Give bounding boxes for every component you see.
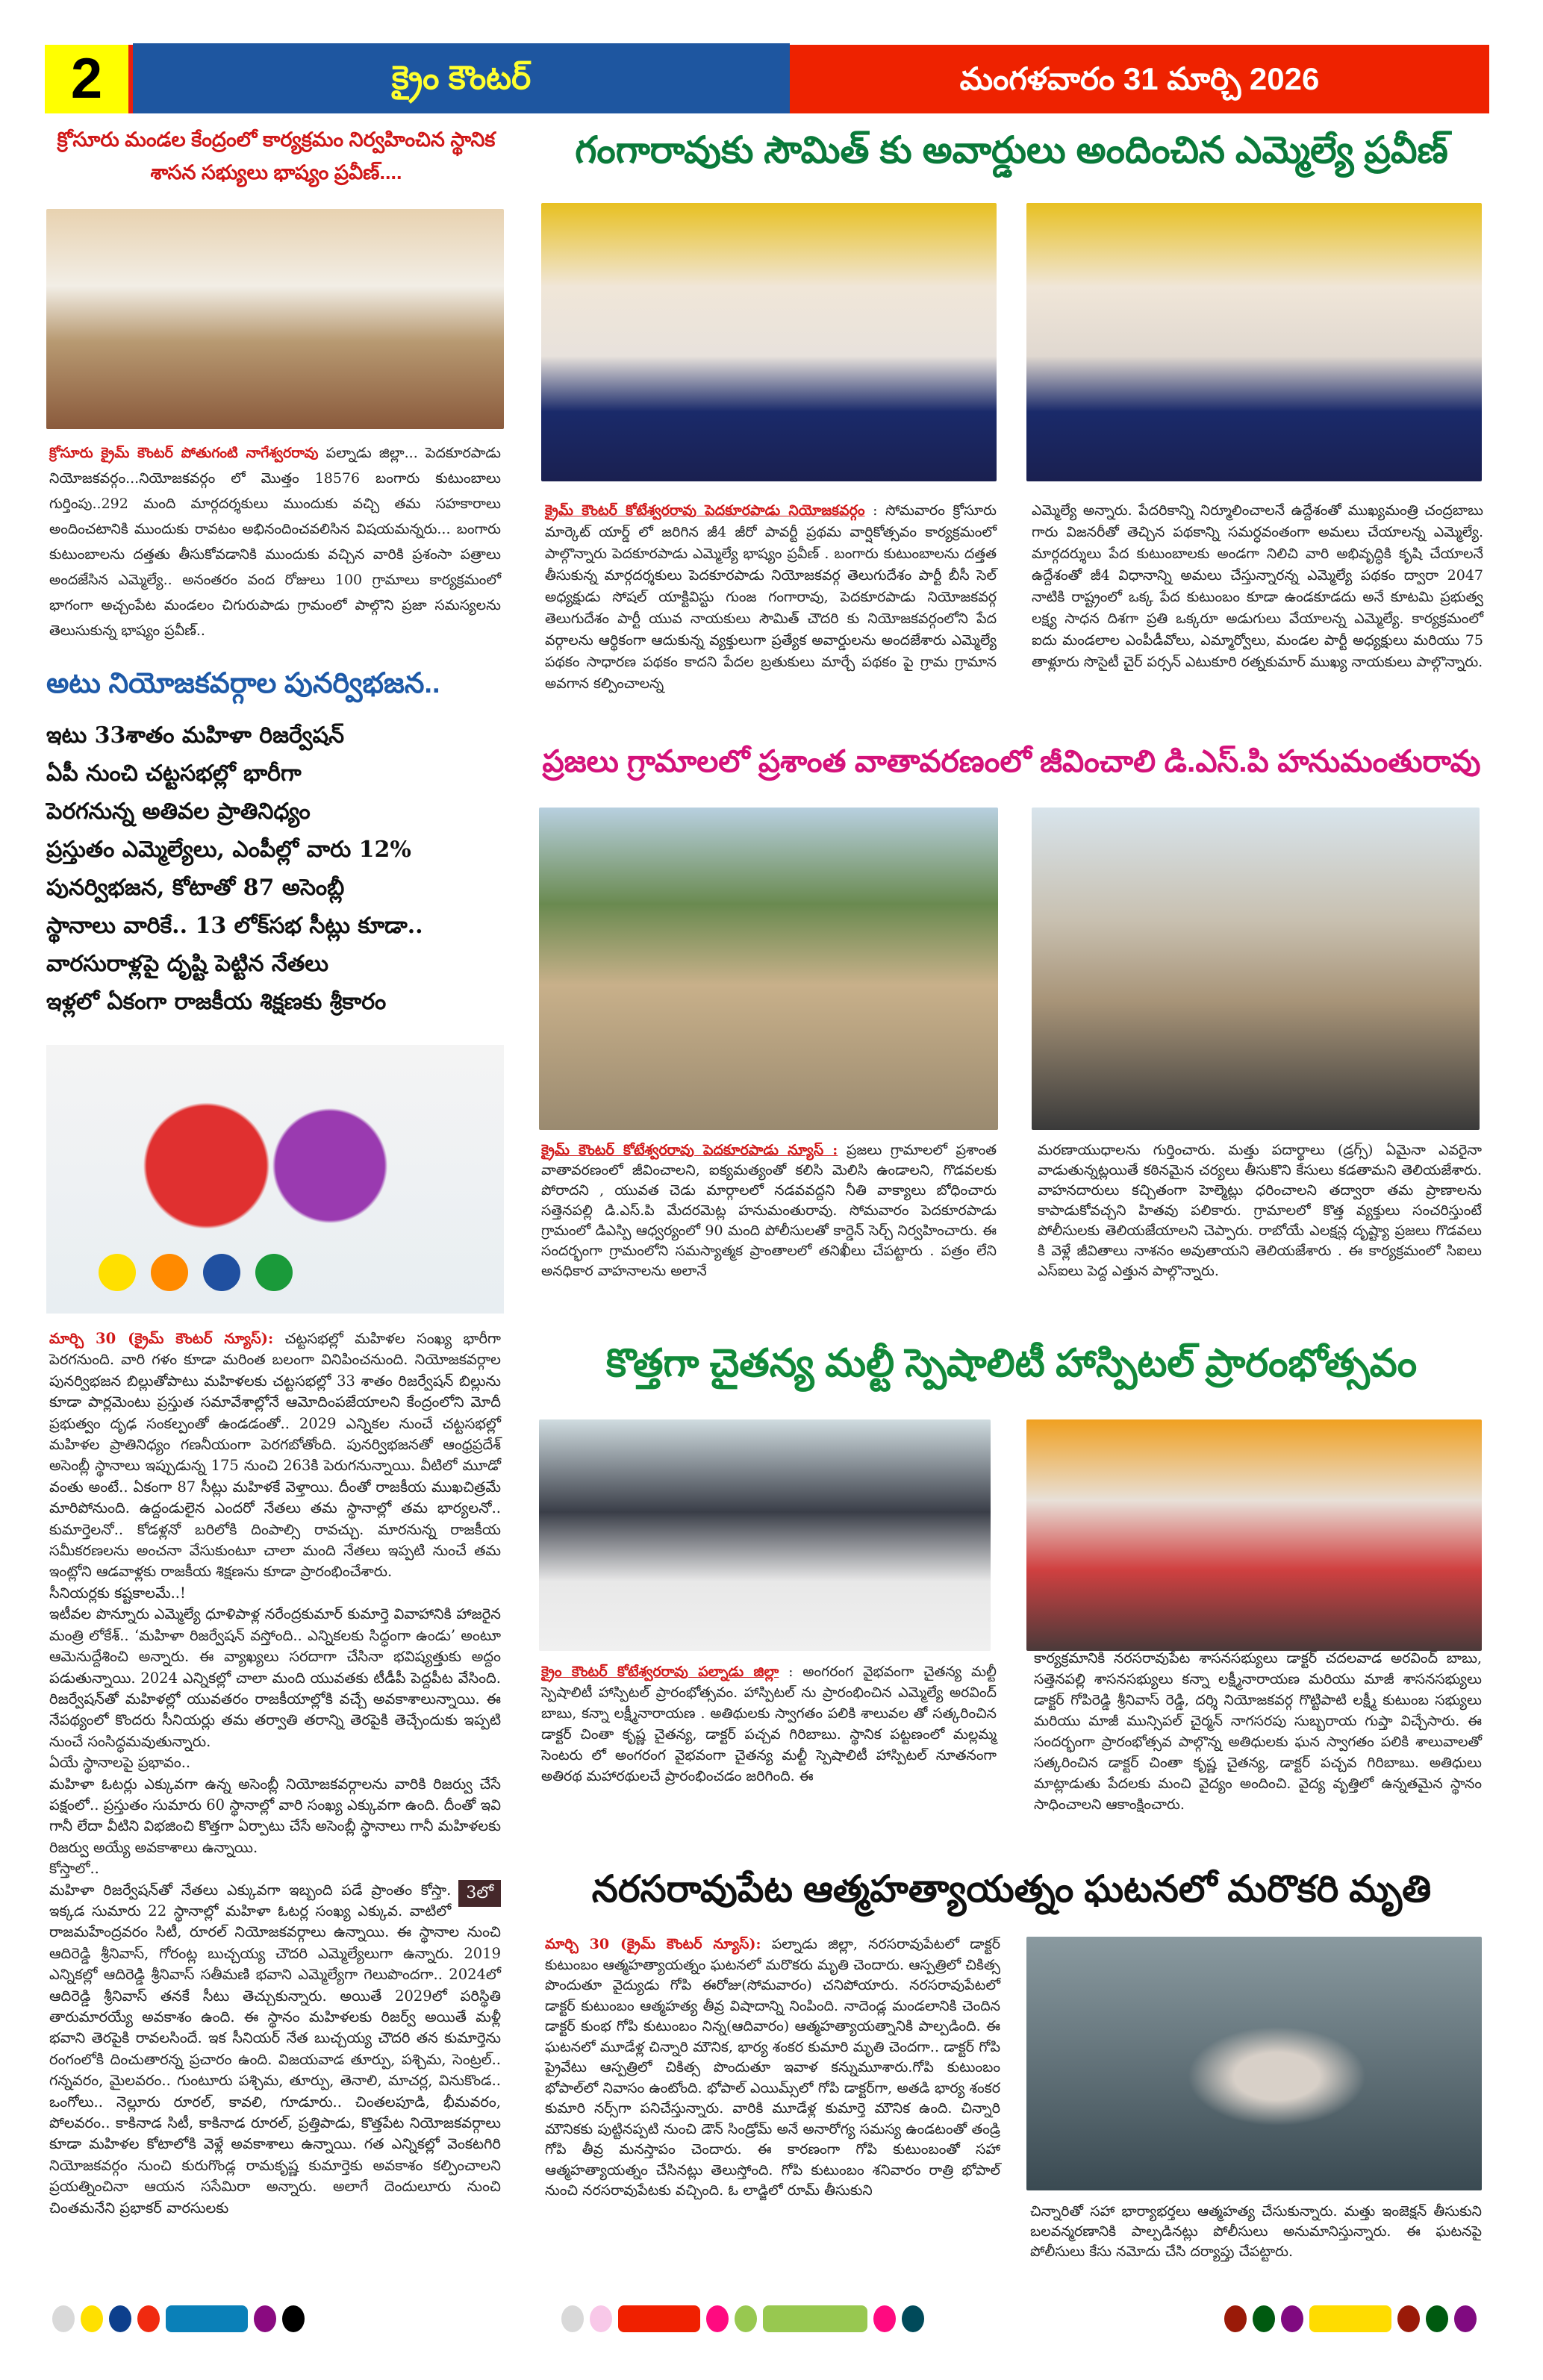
photo-hospital-2 [1026, 1419, 1482, 1651]
footer-colour-bar-middle [561, 2305, 924, 2333]
story-police-body-right: మరణాయుధాలను గుర్తించారు. మత్తు పదార్థాలు (డ్రగ్స్) ఏమైనా ఎవరైనా వాడుతున్నట్లయితే కఠినమైన చర్యలు తీసుకొని కేసులు కడతామని తెలియజేశారు. వాహనదారులు కచ్చితంగా హెల్మెట్లు ధరించాలని తద్వారా తమ ప్రాణాలను కాపాడుకోవచ్చని హితవు పలికారు. గ్రామాలలో కొత్త వ్యక్తులు సంచరిస్తుంటే పోలీసులకు తెలియజేయాలని చెప్పారు. రాబోయే ఎలక్షన్ల దృష్ట్యా ప్రజలు గొడవలు కి వెళ్లే జీవితాలు నాశనం అవుతాయని తెలియజేశారు . ఈ కార్యక్రమంలో సిఐలు ఎస్ఐలు పెద్ద ఎత్తున పాల్గొన్నారు. [1038, 1142, 1482, 1279]
story-awards-body-left: క్రైమ్ కౌంటర్ కోటేశ్వరరావు పెదకూరపాడు నియోజకవర్గం : సోమవారం క్రోసూరు మార్కెట్ యార్డ్ లో జరిగిన జీ4 జీరో పావర్టీ ప్రథమ వార్షికోత్సవం కార్యక్రమంలో పాల్గొన్నారు పెదకూరపాడు ఎమ్మెల్యే భాష్యం ప్రవీణ్ . బంగారు కుటుంబాలను దత్తత తీసుకున్న మార్గదర్శకులు పెదకూరపాడు నియోజకవర్గ తెలుగుదేశం పార్టీ బీసీ సెల్ అధ్యక్షుడు సోషల్ యాక్టివిస్టు గుంజ గంగారావు, పెదకూరపాడు నియోజకవర్గ తెలుగుదేశం పార్టీ యువ నాయకులు సౌమిత్ చౌదరి కు నియోజకవర్గంలోని పేద వర్గాలను ఆర్థికంగా ఆదుకున్న వ్యక్తులుగా ప్రత్యేక అవార్డులను అందజేశారు ఎమ్మెల్యే పథకం సాధారణ పథకం కాదని పేదల బ్రతుకులు మార్చే పథకం పై గ్రామ గ్రామాన అవగాన కల్పించాలన్న [545, 502, 997, 692]
highlight-line: పెరగనున్న అతివల ప్రాతినిధ్యం [46, 799, 311, 825]
highlight-line: పునర్విభజన, కోటాతో 87 అసెంబ్లీ [46, 875, 345, 901]
story-police-body-left: క్రైమ్ కౌంటర్ కోటేశ్వరరావు పెదకూరపాడు న్యూస్ : ప్రజలు గ్రామాలలో ప్రశాంత వాతావరణంలో జీవించాలని, ఐక్యమత్యంతో కలిసి మెలిసి ఉండాలని, గొడవలకు పోరాదని , యువత చెడు మార్గాలలో నడవవద్దని నీతి వాక్యాలు బోధించారు సత్తెనపల్లి డి.ఎస్.పి మేదరమెట్ల హనుమంతురావు. సోమవారం పెదకూరపాడు గ్రామంలో డిఎస్పి ఆధ్వర్యంలో 90 మంది పోలీసులతో కార్డెన్ సెర్చ్ నిర్వహించారు. ఈ సందర్భంగా గ్రామంలోని సమస్యాత్మక ప్రాంతాలలో తనిఖీలు చేపట్టారు . పత్రం లేని అనధికార వాహనాలను అలానే [541, 1142, 997, 1279]
story-delimitation-body: మార్చి 30 (క్రైమ్ కౌంటర్ న్యూస్): చట్టసభల్లో మహిళల సంఖ్య భారీగా పెరగనుంది. వారి గళం కూడా మరింత బలంగా వినిపించనుంది. నియోజకవర్గాల పునర్విభజన బిల్లుతోపాటు మహిళలకు చట్టసభల్లో 33 శాతం రిజర్వేషన్ బిల్లును కూడా పార్లమెంటు ప్రస్తుత సమావేశాల్లోనే ఆమోదింపజేయాలని కేంద్రంలోని మోదీ ప్రభుత్వం దృఢ సంకల్పంతో ఉండడంతో.. 2029 ఎన్నికల నుంచే చట్టసభల్లో మహిళల ప్రాతినిధ్యం గణనీయంగా పెరగబోతోంది. పునర్విభజనతో ఆంధ్రప్రదేశ్ అసెంబ్లీ స్థానాలు ఇప్పుడున్న 175 నుంచి 263కి పెరుగనున్నాయి. వీటిలో మూడో వంతు అంటే.. ఏకంగా 87 సీట్లు మహిళకే వెళ్తాయి. దీంతో రాజకీయ ముఖచిత్రమే మారిపోనుంది. ఉద్దండులైన ఎందరో నేతలు తమ స్థానాల్లో తమ భార్యలనో.. కుమార్తెలనో.. కోడళ్లనో బరిలోకి దింపాల్సి రావచ్చు. మారనున్న రాజకీయ సమీకరణలను అంచనా వేసుకుంటూ చాలా మంది నేతలు ఇప్పటి నుంచే తమ ఇంట్లోని ఆడవాళ్లకు రాజకీయ శిక్షణను కూడా ప్రారంభించేశారు. సీనియర్లకు కష్టకాలమే..! ఇటీవల పొన్నూరు ఎమ్మెల్యే ధూళిపాళ్ల నరేంద్రకుమార్ కుమార్తె వివాహానికి హాజరైన మంత్రి లోకేశ్.. ‘మహిళా రిజర్వేషన్ వస్తోంది.. ఎన్నికలకు సిద్ధంగా ఉండు’ అంటూ ఆమెనుద్దేశించి అన్నారు. ఈ వ్యాఖ్యలు సరదాగా చేసినా భవిష్యత్తుకు అద్దం పడుతున్నాయి. 2024 ఎన్నికల్లో చాలా మంది యువతకు టీడీపీ పెద్దపీట వేసింది. రిజర్వేషన్‌తో మహిళల్లో యువతరం రాజకీయాల్లోకి వచ్చే అవకాశాలున్నాయి. ఈ నేపథ్యంలో కొందరు సీనియర్లు తమ తర్వాతి తరాన్ని తెరపైకి తెచ్చేందుకు ఇప్పటి నుంచే సంసిద్ధమవుతున్నారు. ఏయే స్థానాలపై ప్రభావం.. మహిళా ఓటర్లు ఎక్కువగా ఉన్న అసెంబ్లీ నియోజకవర్గాలను వారికి రిజర్వు చేసే పక్షంలో.. ప్రస్తుతం సుమారు 60 స్థానాల్లో వారి సంఖ్య ఎక్కువగా ఉంది. దీంతో ఇవి గానీ లేదా వీటిని విభజించి కొత్తగా ఏర్పాటు చేసే అసెంబ్లీ స్థానాలు గానీ మహిళలకు రిజర్వు అయ్యే అవకాశాలు ఉన్నాయి. కోస్తాలో.. 3లో మహిళా రిజర్వేషన్‌తో నేతలు ఎక్కువగా ఇబ్బంది పడే ప్రాంతం కోస్తా. ఇక్కడ సుమారు 22 స్థానాల్లో మహిళా ఓటర్ల సంఖ్య ఎక్కువ. వాటిలో రాజమహేంద్రవరం సిటీ, రూరల్ నియోజకవర్గాలు ఉన్నాయి. ఈ స్థానాల నుంచి ఆదిరెడ్డి శ్రీనివాస్, గోరంట్ల బుచ్చయ్య చౌదరి ఎమ్మెల్యేలుగా ఉన్నారు. 2019 ఎన్నికల్లో ఆదిరెడ్డి శ్రీనివాస్ సతీమణి భవాని ఎమ్మెల్యేగా గెలుపొందగా.. 2024లో ఆదిరెడ్డి శ్రీనివాస్ తనకే సీటు తెచ్చుకున్నారు. అయితే 2029లో పరిస్థితి తారుమారయ్యే అవకాశం ఉంది. ఈ స్థానం మహిళలకు రిజర్వ్ అయితే మళ్లీ భవాని తెరపైకి రావలసిందే. ఇక సీనియర్ నేత బుచ్చయ్య చౌదరి తన కుమార్తెను రంగంలోకి దించుతారన్న ప్రచారం ఉంది. విజయవాడ తూర్పు, పశ్చిమ, సెంట్రల్.. గన్నవరం, మైలవరం.. గుంటూరు పశ్చిమ, తూర్పు, తెనాలి, మాచర్ల, వినుకొండ.. ఒంగోలు.. నెల్లూరు రూరల్, కావలి, గూడూరు.. చింతలపూడి, భీమవరం, పోలవరం.. కాకినాడ సిటీ, కాకినాడ రూరల్, ప్రత్తిపాడు, కొత్తపేట నియోజకవర్గాలు కూడా మహిళల కోటాలోకి వెళ్లే అవకాశాలు ఉన్నాయి. గత ఎన్నికల్లో వెంకటగిరి నియోజకవర్గం నుంచి కురుగొండ్ల రామకృష్ణ కుమార్తెకు అవకాశం కల్పించాలని ప్రయత్నించినా ఆయన ససేమిరా అన్నారు. అలాగే దెందులూరు నుంచి చింతమనేని ప్రభాకర్ వారసులకు [49, 1330, 501, 2217]
story-suicide-body-left: మార్చి 30 (క్రైమ్ కౌంటర్ న్యూస్): పల్నాడు జిల్లా, నరసరావుపేటలో డాక్టర్ కుటుంబం ఆత్మహత్యాయత్నం ఘటనలో మరొకరు మృతి చెందారు. ఆస్పత్రిలో చికిత్స పొందుతూ వైద్యుడు గోపి ఈరోజు(సోమవారం) చనిపోయారు. నరసరావుపేటలో డాక్టర్ కుటుంబం ఆత్మహత్య తీవ్ర విషాదాన్ని నింపింది. నాదెండ్ల మండలానికి చెందిన డాక్టర్ కుంభ గోపి కుటుంబం నిన్న(ఆదివారం) ఆత్మహత్యాయత్నానికి పాల్పడింది. ఈ ఘటనలో మూడేళ్ల చిన్నారి మౌనిక, భార్య శంకర కుమారి మృతి చెందగా.. డాక్టర్ గోపి ప్రైవేటు ఆస్పత్రిలో చికిత్స పొందుతూ ఇవాళ కన్నుమూశారు.గోపి కుటుంబం భోపాల్‌లో నివాసం ఉంటోంది. భోపాల్ ఎయిమ్స్‌లో గోపి డాక్టర్‌గా, అతడి భార్య శంకర కుమారి నర్స్‌గా పనిచేస్తున్నారు. వారికి మూడేళ్ల కుమార్తె మౌనిక ఉంది. చిన్నారి మౌనికకు పుట్టినప్పటి నుంచి డౌన్ సిండ్రోమ్ అనే అనారోగ్య సమస్య ఉండటంతో తండ్రి గోపి తీవ్ర మనస్తాపం చెందారు. ఈ కారణంగా గోపి కుటుంబంతో సహా ఆత్మహత్యాయత్నం చేసినట్లు తెలుస్తోంది. గోపి కుటుంబం శనివారం రాత్రి భోపాల్ నుంచి నరసరావుపేటకు వచ్చింది. ఓ లాడ్జిలో రూమ్ తీసుకుని [545, 1936, 1001, 2199]
story-suicide-headline: నరసరావుపేట ఆత్మహత్యాయత్నం ఘటనలో మరొకరి మృతి [591, 1868, 1432, 1910]
highlight-line: ఏపీ నుంచి చట్టసభల్లో భారీగా [46, 760, 302, 787]
story-delimitation-highlights [46, 716, 502, 1021]
photo-awards-2 [1026, 203, 1482, 481]
story-suicide-body-right: చిన్నారితో సహా భార్యాభర్తలు ఆత్మహత్య చేసుకున్నారు. మత్తు ఇంజెక్షన్ తీసుకుని బలవన్మరణానికి పాల్పడినట్లు పోలీసులు అనుమానిస్తున్నారు. ఈ ఘటనపై పోలీసులు కేసు నమోదు చేసి దర్యాప్తు చేపట్టారు. [1030, 2203, 1482, 2260]
photo-hospital-1 [539, 1419, 991, 1651]
paper-name: క్రైం కౌంటర్ [133, 43, 790, 113]
story-awards-headline: గంగారావుకు సౌమిత్ కు అవార్డులు అందించిన ఎమ్మెల్యే ప్రవీణ్ [575, 129, 1448, 171]
story-delimitation-headline: అటు నియోజకవర్గాల పునర్విభజన.. [46, 668, 440, 699]
footer-colour-bar-left [52, 2305, 305, 2333]
photo-suicide-hand [1026, 1937, 1482, 2190]
edition-date: మంగళవారం 31 మార్చి 2026 [790, 45, 1489, 113]
highlight-line: ఇటు 33శాతం మహిళా రిజర్వేషన్ [46, 722, 345, 749]
photo-kroosuru-event [46, 209, 504, 429]
illustration-women-voters [46, 1045, 504, 1314]
footer-colour-bar-right [1224, 2305, 1477, 2333]
highlight-line: ప్రస్తుతం ఎమ్మెల్యేలు, ఎంపీల్లో వారు 12% [46, 837, 411, 863]
highlight-line: వారసురాళ్లపై దృష్టి పెట్టిన నేతలు [46, 951, 328, 977]
story-police-headline: ప్రజలు గ్రామాలలో ప్రశాంత వాతావరణంలో జీవించాలి డి.ఎస్.పి హనుమంతురావు [542, 744, 1481, 778]
party-symbols [99, 1254, 457, 1291]
photo-awards-1 [541, 203, 997, 481]
highlight-line: ఇళ్లలో ఏకంగా రాజకీయ శిక్షణకు శ్రీకారం [46, 989, 387, 1015]
continued-page-link[interactable]: 3లో [458, 1880, 501, 1907]
page-number: 2 [45, 45, 133, 113]
story-kroosuru-body: క్రోసూరు క్రైమ్ కౌంటర్ పోతుగంటి నాగేశ్వరరావు పల్నాడు జిల్లా... పెదకూరపాడు నియోజకవర్గం...నియోజకవర్గం లో మొత్తం 18576 బంగారు కుటుంబాలు గుర్తింపు..292 మంది మార్గదర్శకులు ముందుకు వచ్చి తమ సహకారాలు అందించటానికి ముందుకు రావటం అభినందించవలిసిన విషయమన్నరు... బంగారు కుటుంబాలను దత్తతు తీసుకోవడానికి ముందుకు వచ్చిన వారికి ప్రశంసా పత్రాలు అందజేసిన ఎమ్మెల్యే.. అనంతరం వంద రోజులు 100 గ్రామాలు కార్యక్రమంలో భాగంగా అచ్చంపేట మండలం చిగురుపాడు గ్రామంలో పాల్గొని ప్రజా సమస్యలను తెలుసుకున్న భాష్యం ప్రవీణ్.. [49, 445, 501, 639]
photo-police-1 [539, 808, 998, 1130]
story-hospital-body-left: క్రైం కౌంటర్ కోటేశ్వరరావు పల్నాడు జిల్లా : అంగరంగ వైభవంగా చైతన్య మల్టీ స్పెషాలిటీ హాస్పిటల్ ప్రారంభోత్సవం. హాస్పిటల్ ను ప్రారంభించిన ఎమ్మెల్యే అరవింద్ బాబు, కన్నా లక్ష్మీనారాయణ . అతిథులకు స్వాగతం పలికి శాలువల తో సత్కరించిన డాక్టర్ చింతా కృష్ణ చైతన్య, డాక్టర్ పచ్చవ గిరిబాబు. స్థానిక పట్టణంలో మల్లమ్మ సెంటరు లో అంగరంగ వైభవంగా చైతన్య మల్టీ స్పెషాలిటీ హాస్పిటల్ నూతనంగా అతిరథ మహారథులచే ప్రారంభించడం జరిగింది. ఈ [541, 1664, 997, 1784]
highlight-line: స్థానాలు వారికే.. 13 లోక్‌సభ సీట్లు కూడా.. [46, 913, 423, 939]
story-hospital-body-right: కార్యక్రమానికి నరసరావుపేట శాసనసభ్యులు డాక్టర్ చదలవాడ అరవింద్ బాబు, సత్తెనపల్లి శాసనసభ్యులు కన్నా లక్ష్మీనారాయణ మరియు మాజీ శాసనసభ్యులు డాక్టర్ గోపిరెడ్డి శ్రీనివాస్ రెడ్డి, దర్శి నియోజకవర్గ గొట్టిపాటి లక్ష్మీ కుటుంబ సభ్యులు మరియు మాజీ మున్సిపల్ చైర్మన్ నాగసరపు సుబ్బరాయ గుప్తా విచ్చేసారు. ఈ సందర్భంగా ప్రారంభోత్సవ పాల్గొన్న అతిధులకు ఘన స్వాగతం పలికి శాలువాలతో సత్కరించిన డాక్టర్ చింతా కృష్ణ చైతన్య, డాక్టర్ పచ్చవ గిరిబాబు. అతిధులు మాట్లాడుతు పేదలకు మంచి వైద్యం అందించి. వైద్య వృత్తిలో ఉన్నతమైన స్థానం సాధించాలని ఆకాంక్షించారు. [1034, 1650, 1482, 1813]
story-awards-body-right: ఎమ్మెల్యే అన్నారు. పేదరికాన్ని నిర్మూలించాలనే ఉద్దేశంతో ముఖ్యమంత్రి చంద్రబాబు గారు విజనరీతో తెచ్చిన పథకాన్ని సమర్ధవంతంగా అమలు చేయాలన్న ఎమ్మెల్యే. మార్గదర్శులు పేద కుటుంబాలకు అండగా నిలిచి వారి అభివృద్ధికి కృషి చేయాలనే ఉద్దేశంతో జీ4 విధానాన్ని అమలు చేస్తున్నారన్న ఎమ్మెల్యే పథకం ద్వారా 2047 నాటికి రాష్ట్రంలో ఒక్క పేద కుటుంబం కూడా ఉండకూడదు అనే కూటమి ప్రభుత్వ లక్ష్య సాధన దిశగా ప్రతి ఒక్కరూ అడుగులు వేయాలన్న ఎమ్మెల్యే. కార్యక్రమంలో ఐదు మండలాల ఎంపీడీవోలు, ఎమ్మార్వోలు, మండల పార్టీ అధ్యక్షులు మరియు 75 తాళ్లూరు సొసైటీ చైర్ పర్సన్ ఎటుకూరి రత్నకుమార్ ముఖ్య నాయకులు పాల్గొన్నారు. [1032, 502, 1483, 670]
story-kroosuru-headline: క్రోసూరు మండల కేంద్రంలో కార్యక్రమం నిర్వహించిన స్థానిక శాసన సభ్యులు భాష్యం ప్రవీణ్.... [57, 128, 496, 184]
story-hospital-headline: కొత్తగా చైతన్య మల్టీ స్పెషాలిటీ హాస్పిటల్ ప్రారంభోత్సవం [605, 1342, 1418, 1385]
photo-police-2 [1032, 808, 1480, 1130]
